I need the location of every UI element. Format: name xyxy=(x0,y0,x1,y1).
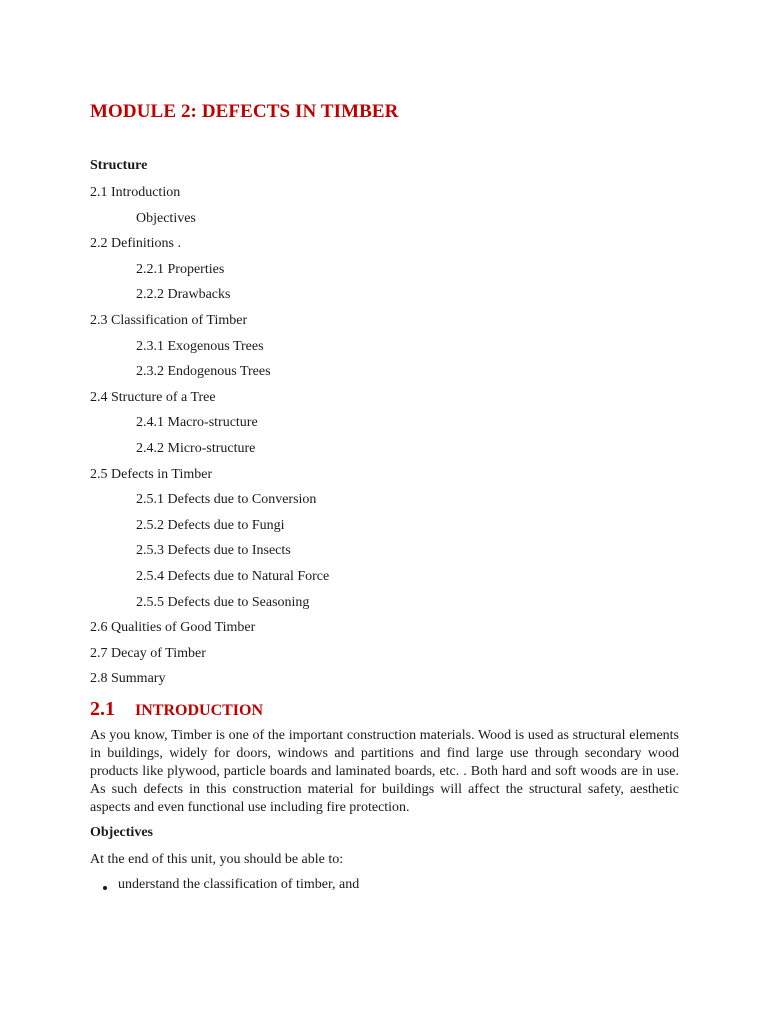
toc-item: 2.5 Defects in Timber xyxy=(90,466,213,482)
toc-item: 2.5.2 Defects due to Fungi xyxy=(136,517,285,533)
toc-item: 2.2 Definitions . xyxy=(90,236,181,252)
toc-item: 2.4.2 Micro-structure xyxy=(136,440,256,456)
section-title: INTRODUCTION xyxy=(135,702,264,719)
introduction-paragraph: As you know, Timber is one of the important construction materials. Wood is used as structural elements in buildings, widely for doors, windows and partitions and find large use through secondary wood products like plywood, particle boards and laminated boards, etc. . Both hard and soft woods are in use. As such defects in this construction material for buildings will affect the structural safety, aesthetic aspects and even functional use including fire protection. xyxy=(90,728,679,815)
toc-item: Objectives xyxy=(136,210,196,226)
objectives-heading: Objectives xyxy=(90,825,153,840)
toc-item: 2.5.5 Defects due to Seasoning xyxy=(136,594,310,610)
section-heading xyxy=(90,695,263,722)
objectives-list xyxy=(90,877,359,893)
objective-item xyxy=(90,877,359,893)
toc-item: 2.3.1 Exogenous Trees xyxy=(136,338,264,354)
toc-item: 2.5.1 Defects due to Conversion xyxy=(136,492,317,508)
toc-item: 2.3 Classification of Timber xyxy=(90,312,248,328)
toc-item: 2.3.2 Endogenous Trees xyxy=(136,364,271,380)
toc-item: 2.4 Structure of a Tree xyxy=(90,389,216,405)
toc-item: 2.8 Summary xyxy=(90,671,166,687)
section-number: 2.1 xyxy=(90,698,115,720)
toc-item: 2.1 Introduction xyxy=(90,185,181,200)
toc-item: 2.5.4 Defects due to Natural Force xyxy=(136,568,330,584)
toc-item: 2.2.2 Drawbacks xyxy=(136,287,231,303)
toc-item: 2.5.3 Defects due to Insects xyxy=(136,543,291,559)
toc-item: 2.7 Decay of Timber xyxy=(90,645,206,661)
module-title: MODULE 2: DEFECTS IN TIMBER xyxy=(90,101,399,122)
bullet-icon xyxy=(103,886,107,890)
toc-item: 2.4.1 Macro-structure xyxy=(136,415,258,431)
table-of-contents xyxy=(0,182,329,694)
structure-heading: Structure xyxy=(90,158,148,173)
toc-item: 2.2.1 Properties xyxy=(136,261,225,277)
objective-text: understand the classification of timber, and xyxy=(118,877,360,892)
toc-item: 2.6 Qualities of Good Timber xyxy=(90,620,256,636)
objectives-intro: At the end of this unit, you should be able to: xyxy=(90,852,344,867)
